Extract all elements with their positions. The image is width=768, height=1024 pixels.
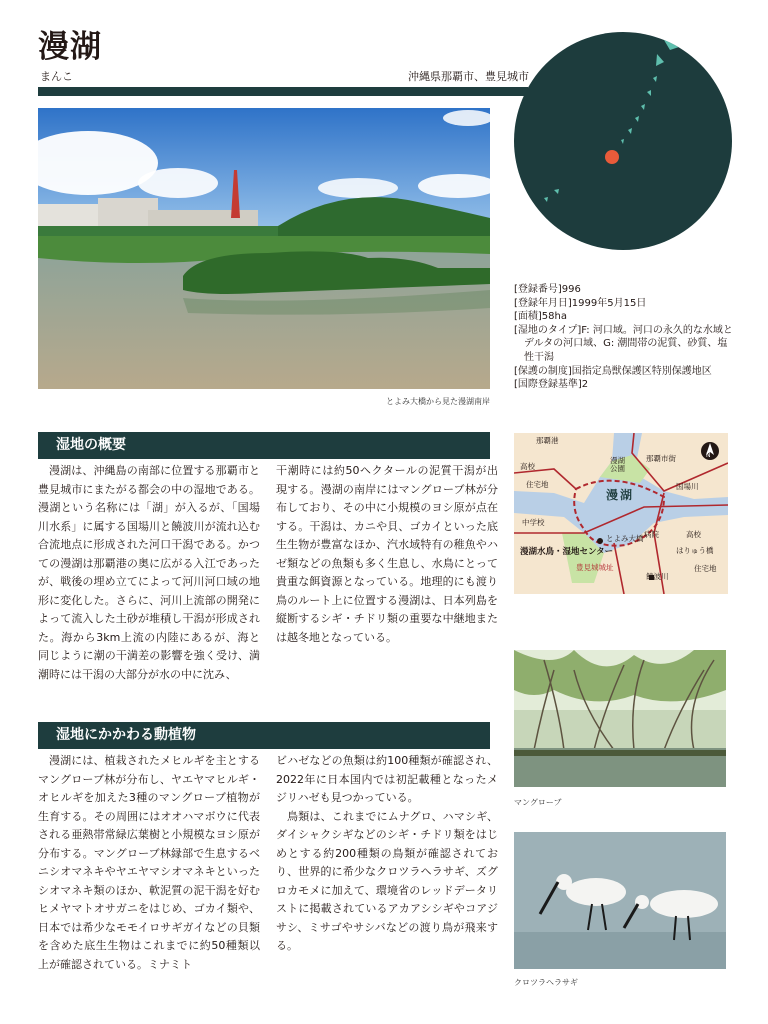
map-label-center: 漫湖水鳥・湿地センター bbox=[520, 547, 614, 557]
fact-protection: [保護の制度]国指定鳥獣保護区特別保護地区 bbox=[514, 365, 712, 377]
map-label-castle-ruins: 豊見城城址 bbox=[576, 563, 614, 572]
map-label-haryu-bridge: はりゅう橋 bbox=[676, 546, 714, 555]
map-label-manko-park: 漫湖公園 bbox=[610, 456, 625, 473]
mangrove-photo bbox=[514, 650, 726, 787]
fact-registration-number: [登録番号]996 bbox=[514, 284, 581, 295]
map-label-noha-river: 饒波川 bbox=[646, 572, 669, 581]
fact-criteria: [国際登録基準]2 bbox=[514, 379, 589, 391]
main-photo-caption: とよみ大橋から見た漫湖南岸 bbox=[386, 397, 490, 406]
flora-fauna-column-2 bbox=[276, 752, 498, 956]
flora-fauna-text-1: 漫湖には、植栽されたメヒルギを主とするマングローブ林が分布し、ヤエヤマヒルギ・オヒルギを加えた3種のマングローブ植物が生育する。その周囲にはオオハマボウに代表される亜熱帯常緑広葉樹と小規模なヨシ原が分布する。マングローブ林縁部で生息するベニシオマネキやヤエヤマシオマネキといったシオマネキ類のほか、軟泥質の泥干潟を好むヒメヤマトオサガニをはじめ、ゴカイ類や、日本では希少なモモイロサギガイなどの貝類を含めた底生生物はこれまでに約50種類以上が確認されている。ミナミト bbox=[38, 754, 260, 971]
overview-column-2 bbox=[276, 462, 498, 647]
map-label-school-1: 高校 bbox=[520, 462, 535, 471]
locator-globe-svg bbox=[514, 32, 732, 250]
fact-area: [面積]58ha bbox=[514, 311, 567, 323]
section-heading-flora-fauna: 湿地にかかわる動植物 bbox=[38, 722, 490, 749]
globe-landmass bbox=[656, 32, 732, 80]
flora-fauna-column-1 bbox=[38, 752, 260, 974]
map-north-label: N bbox=[706, 452, 711, 459]
mangrove-caption: マングローブ bbox=[514, 798, 562, 807]
globe-island-chain bbox=[544, 76, 657, 202]
title-underline-bar bbox=[38, 87, 528, 96]
site-marker bbox=[605, 150, 619, 164]
map-label-toyomi-bridge: とよみ大橋 bbox=[606, 534, 644, 543]
map-label-hospital: 病院 bbox=[644, 530, 659, 539]
registration-facts bbox=[514, 283, 734, 392]
section-heading-overview: 湿地の概要 bbox=[38, 432, 490, 459]
overview-text-1: 漫湖は、沖縄島の南部に位置する那覇市と豊見城市にまたがる都会の中の湿地である。漫湖という名称には「湖」が入るが、「国場川水系」に属する国場川と饒波川が流れ込む合流地点に形成された河口干潟である。かつての漫湖は那覇港の奥に広がる入江であったが、戦後の埋め立てによって河川河口域の地形に変化した。さらに、河川上流部の開発によって流入した土砂が堆積し干潟が形成された。海から3km上流の内陸にあるが、海と同じように潮の干満差の影響を強く受け、満潮時には干潟の大部分が水の中に沈み、 bbox=[38, 464, 260, 681]
page-title: 漫湖 bbox=[38, 29, 102, 65]
spoonbill-photo bbox=[514, 832, 726, 969]
map-label-naha-port: 那覇港 bbox=[536, 436, 559, 445]
overview-text-2: 干潮時には約50ヘクタールの泥質干潟が出現する。漫湖の南岸にはマングローブ林が分布しており、その中に小規模のヨシ原が点在する。干潟は、カニや貝、ゴカイといった底生生物が豊富なほか、汽水域特有の稚魚やハゼ類などの魚類も多く生息し、水鳥にとって貴重な餌資源となっている。地理的にも渡り鳥のルート上に位置する漫湖は、日本列島を縦断するシギ・チドリ類の重要な中継地または越冬地となっている。 bbox=[276, 464, 498, 644]
map-label-naha-city: 那覇市街 bbox=[646, 454, 676, 463]
map-label-residential-2: 住宅地 bbox=[694, 564, 717, 573]
fact-registration-date: [登録年月日]1999年5月15日 bbox=[514, 297, 647, 309]
area-map bbox=[514, 433, 728, 594]
map-center-marker bbox=[597, 538, 603, 544]
location-label: 沖縄県那覇市、豊見城市 bbox=[408, 70, 529, 83]
map-label-school-2: 高校 bbox=[686, 530, 701, 539]
flora-fauna-text-2a: ビハゼなどの魚類は約100種類が確認され、2022年に日本国内では初記載種となったメジリハゼも見つかっている。 bbox=[276, 754, 498, 804]
map-label-kokuba-river: 国場川 bbox=[676, 482, 699, 491]
map-label-residential-1: 住宅地 bbox=[526, 480, 549, 489]
map-label-lake: 漫湖 bbox=[606, 488, 635, 502]
fact-wetland-type: [湿地のタイプ]F: 河口域。河口の永久的な水域とデルタの河口域、G: 潮間帯の泥質、砂質、塩性干潟 bbox=[514, 324, 733, 363]
locator-globe bbox=[514, 32, 732, 250]
title-reading: まんこ bbox=[40, 70, 73, 83]
flora-fauna-text-2b: 鳥類は、これまでにムナグロ、ハマシギ、ダイシャクシギなどのシギ・チドリ類をはじめとする約200種類の鳥類が確認されており、世界的に希少なクロツラヘラサギ、ズグロカモメに加えて、環境省のレッドデータリストに掲載されているアカアシシギやコアジサシ、ミサゴやサシバなどの渡り鳥が飛来する。 bbox=[276, 809, 498, 952]
overview-column-1 bbox=[38, 462, 260, 684]
map-label-junior-high: 中学校 bbox=[522, 518, 545, 527]
spoonbill-caption: クロツラヘラサギ bbox=[514, 978, 578, 987]
main-photo-manko-shore bbox=[38, 108, 490, 389]
